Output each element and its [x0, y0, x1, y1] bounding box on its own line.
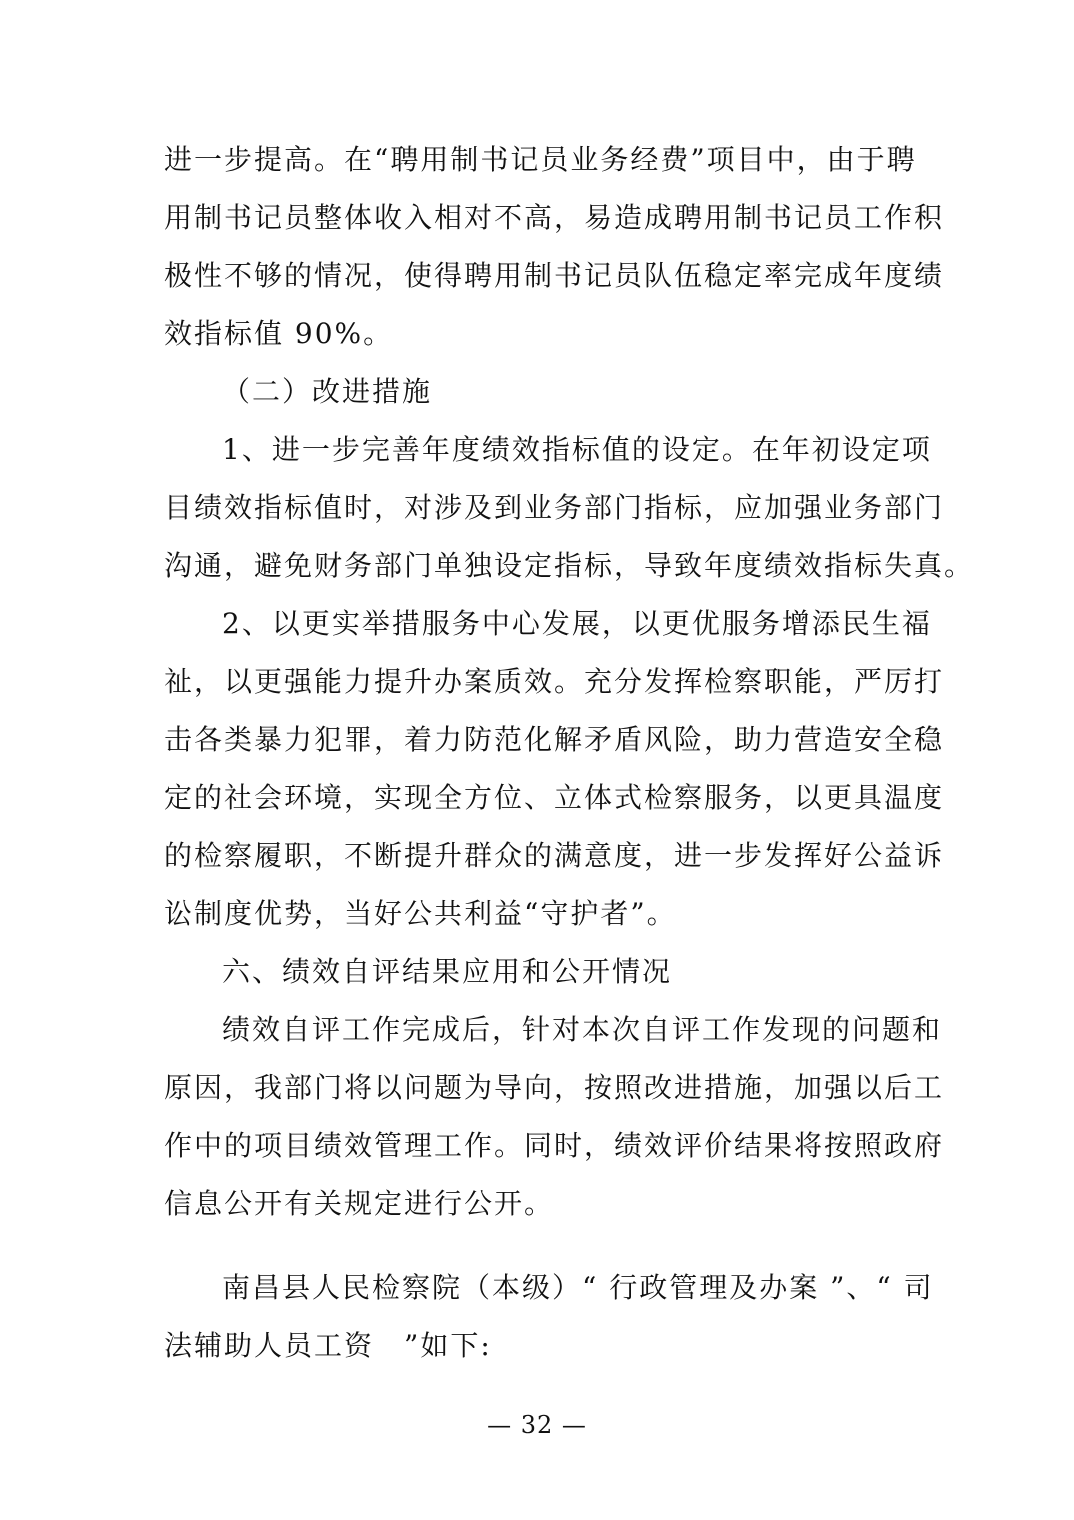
text-line: 极性不够的情况，使得聘用制书记员队伍稳定率完成年度绩: [164, 259, 945, 292]
text-line: 原因，我部门将以问题为导向，按照改进措施，加强以后工: [164, 1071, 945, 1104]
paragraph-measure-1: [164, 421, 975, 595]
text-line: 用制书记员整体收入相对不高，易造成聘用制书记员工作积: [164, 201, 945, 234]
text-line: 效指标值 90%。: [164, 317, 394, 350]
text-line: 击各类暴力犯罪，着力防范化解矛盾风险，助力营造安全稳: [164, 723, 945, 756]
text-line: 沟通，避免财务部门单独设定指标，导致年度绩效指标失真。: [164, 549, 975, 582]
section-heading-improvement-measures: （二）改进措施: [222, 375, 433, 408]
text-line: 讼制度优势，当好公共利益“守护者”。: [164, 897, 677, 930]
text-line: 南昌县人民检察院（本级）“ 行政管理及办案 ”、“ 司: [222, 1271, 934, 1304]
paragraph-project-list: [164, 1259, 934, 1375]
text-line: 进一步提高。在“聘用制书记员业务经费”项目中，由于聘: [164, 143, 917, 176]
text-line: 绩效自评工作完成后，针对本次自评工作发现的问题和: [222, 1013, 943, 1046]
paragraph-self-evaluation: [164, 1001, 945, 1233]
text-line: 定的社会环境，实现全方位、立体式检察服务，以更具温度: [164, 781, 945, 814]
text-line: 的检察履职，不断提升群众的满意度，进一步发挥好公益诉: [164, 839, 945, 872]
section-heading-self-evaluation: 六、绩效自评结果应用和公开情况: [222, 955, 673, 988]
text-line: 1、进一步完善年度绩效指标值的设定。在年初设定项: [222, 433, 932, 466]
text-line: 目绩效指标值时，对涉及到业务部门指标，应加强业务部门: [164, 491, 945, 524]
text-line: 信息公开有关规定进行公开。: [164, 1187, 555, 1220]
paragraph-budget-performance: [164, 131, 945, 363]
text-line: 作中的项目绩效管理工作。同时，绩效评价结果将按照政府: [164, 1129, 945, 1162]
text-line: 2、以更实举措服务中心发展，以更优服务增添民生福: [222, 607, 932, 640]
text-line: 法辅助人员工资 ”如下:: [164, 1329, 492, 1362]
paragraph-measure-2: [164, 595, 945, 943]
page-number: — 32 —: [487, 1411, 587, 1439]
text-line: 祉，以更强能力提升办案质效。充分发挥检察职能，严厉打: [164, 665, 945, 698]
